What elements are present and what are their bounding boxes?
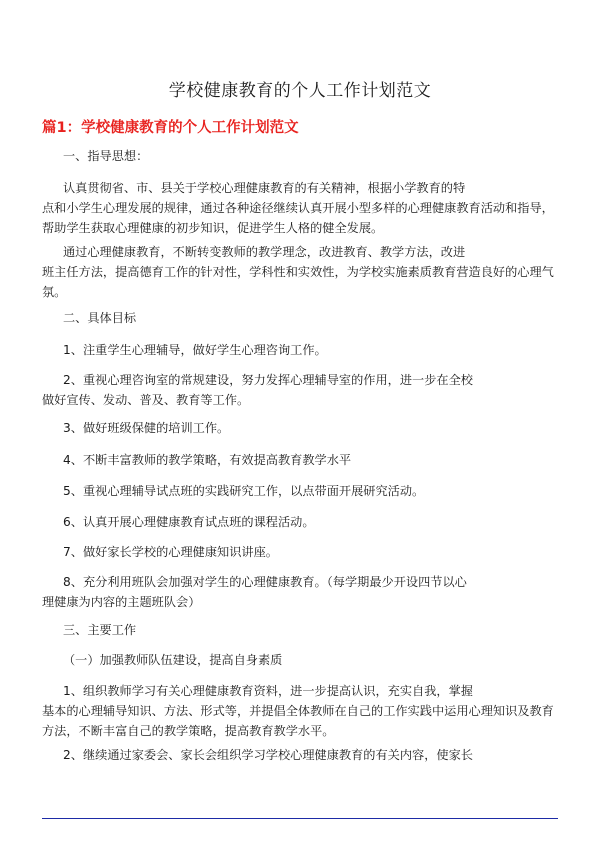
paragraph-line: 1、组织教师学习有关心理健康教育资料，进一步提高认识，充实自我，掌握 (63, 684, 473, 698)
paragraph-line: 方法，不断丰富自己的教学策略，提高教育教学水平。 (42, 724, 335, 738)
paragraph-line: 8、充分利用班队会加强对学生的心理健康教育。（每学期最少开设四节以心 (63, 575, 467, 589)
paragraph-line: 2、重视心理咨询室的常规建设，努力发挥心理辅导室的作用，进一步在全校 (63, 373, 473, 387)
paragraph-line: （一）加强教师队伍建设，提高自身素质 (63, 653, 283, 667)
paragraph-line: 做好宣传、发动、普及、教育等工作。 (42, 393, 250, 407)
paragraph-line: 点和小学生心理发展的规律，通过各种途径继续认真开展小型多样的心理健康教育活动和指导， (42, 201, 554, 215)
work-item-2 (42, 745, 583, 765)
goal-item-1 (42, 340, 583, 360)
paragraph-line: 6、认真开展心理健康教育试点班的课程活动。 (63, 515, 315, 529)
paragraph-line: 1、注重学生心理辅导，做好学生心理咨询工作。 (63, 343, 327, 357)
paragraph-line: 4、不断丰富教师的教学策略，有效提高教育教学水平 (63, 453, 352, 467)
paragraph-line: 帮助学生获取心理健康的初步知识，促进学生人格的健全发展。 (42, 221, 384, 235)
goal-item-3 (42, 418, 583, 438)
goal-item-6 (42, 512, 583, 532)
paragraph-line: 班主任方法，提高德育工作的针对性，学科性和实效性，为学校实施素质教育营造良好的心理气 (42, 265, 554, 279)
heading-specific-goals (42, 308, 583, 328)
paragraph-line: 氛。 (42, 285, 67, 299)
paragraph-line: 3、做好班级保健的培训工作。 (63, 421, 230, 435)
footer-divider (42, 818, 558, 819)
paragraph-line: 理健康为内容的主题班队会） (42, 595, 201, 609)
heading-main-work (42, 620, 583, 640)
paragraph-guiding-1 (42, 178, 562, 238)
goal-item-2 (42, 370, 562, 410)
goal-item-8 (42, 572, 562, 612)
paragraph-line: 二、具体目标 (63, 311, 137, 325)
goal-item-5 (42, 481, 583, 501)
paragraph-line: 2、继续通过家委会、家长会组织学习学校心理健康教育的有关内容，使家长 (63, 748, 473, 762)
paragraph-line: 认真贯彻省、市、县关于学校心理健康教育的有关精神，根据小学教育的特 (63, 181, 466, 195)
paragraph-line: 5、重视心理辅导试点班的实践研究工作，以点带面开展研究活动。 (63, 484, 425, 498)
paragraph-line: 通过心理健康教育，不断转变教师的教学理念，改进教育、教学方法，改进 (63, 245, 466, 259)
goal-item-4 (42, 450, 583, 470)
subheading-teacher-team (42, 650, 583, 670)
work-item-1 (42, 681, 562, 741)
paragraph-line: 7、做好家长学校的心理健康知识讲座。 (63, 545, 278, 559)
paragraph-line: 一、指导思想： (63, 149, 149, 163)
goal-item-7 (42, 542, 583, 562)
section-subtitle: 篇1：学校健康教育的个人工作计划范文 (42, 120, 299, 136)
document-title: 学校健康教育的个人工作计划范文 (168, 81, 432, 101)
paragraph-guiding-2 (42, 242, 562, 302)
heading-guiding-ideology (42, 146, 583, 166)
paragraph-line: 基本的心理辅导知识、方法、形式等，并提倡全体教师在自己的工作实践中运用心理知识及教育 (42, 704, 554, 718)
paragraph-line: 三、主要工作 (63, 623, 137, 637)
